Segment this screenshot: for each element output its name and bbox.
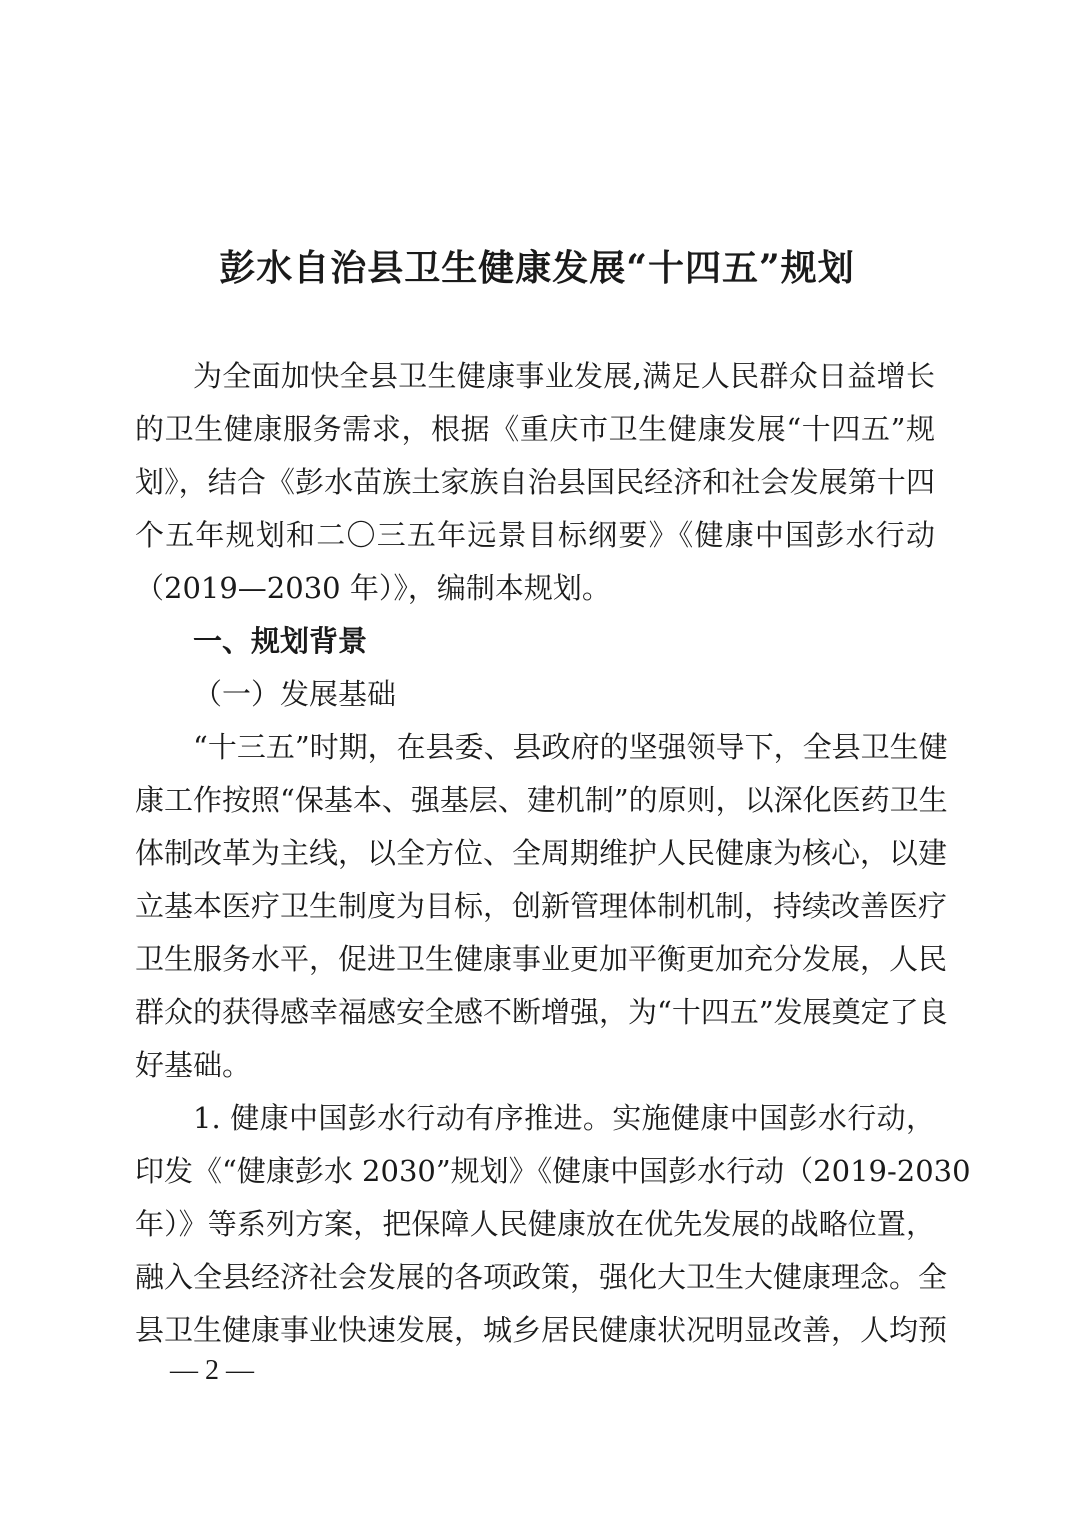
- paragraph-line: 康工作按照“保基本、强基层、建机制”的原则，以深化医药卫生: [135, 783, 948, 817]
- paragraph-line: 融入全县经济社会发展的各项政策，强化大卫生大健康理念。全: [135, 1260, 948, 1294]
- paragraph-line: 体制改革为主线，以全方位、全周期维护人民健康为核心，以建: [135, 836, 948, 870]
- document-body: [135, 350, 971, 1357]
- paragraph-line: 印发《“健康彭水 2030”规划》《健康中国彭水行动（2019-2030: [135, 1154, 971, 1188]
- paragraph-line: 县卫生健康事业快速发展，城乡居民健康状况明显改善，人均预: [135, 1313, 948, 1347]
- paragraph-line: 个五年规划和二〇三五年远景目标纲要》《健康中国彭水行动: [135, 518, 935, 552]
- paragraph-line: 年）》等系列方案，把保障人民健康放在优先发展的战略位置，: [135, 1207, 935, 1241]
- paragraph-line: 好基础。: [135, 1048, 252, 1082]
- page-number: — 2 —: [170, 1355, 254, 1386]
- paragraph-line: “十三五”时期，在县委、县政府的坚强领导下，全县卫生健: [193, 730, 948, 764]
- paragraph-line: （2019—2030 年）》，编制本规划。: [135, 571, 611, 605]
- paragraph-line: 卫生服务水平，促进卫生健康事业更加平衡更加充分发展，人民: [135, 942, 948, 976]
- paragraph-line: 1. 健康中国彭水行动有序推进。实施健康中国彭水行动，: [193, 1101, 935, 1135]
- subsection-heading: （一）发展基础: [193, 677, 397, 711]
- paragraph-line: 划》，结合《彭水苗族土家族自治县国民经济和社会发展第十四: [135, 465, 935, 499]
- paragraph-line: 的卫生健康服务需求，根据《重庆市卫生健康发展“十四五”规: [135, 412, 935, 446]
- section-heading: 一、规划背景: [193, 624, 368, 658]
- paragraph-line: 立基本医疗卫生制度为目标，创新管理体制机制，持续改善医疗: [135, 889, 948, 923]
- paragraph-line: 群众的获得感幸福感安全感不断增强，为“十四五”发展奠定了良: [135, 995, 948, 1029]
- paragraph-line: 为全面加快全县卫生健康事业发展,满足人民群众日益增长: [193, 359, 935, 393]
- document-title: 彭水自治县卫生健康发展“十四五”规划: [219, 247, 855, 289]
